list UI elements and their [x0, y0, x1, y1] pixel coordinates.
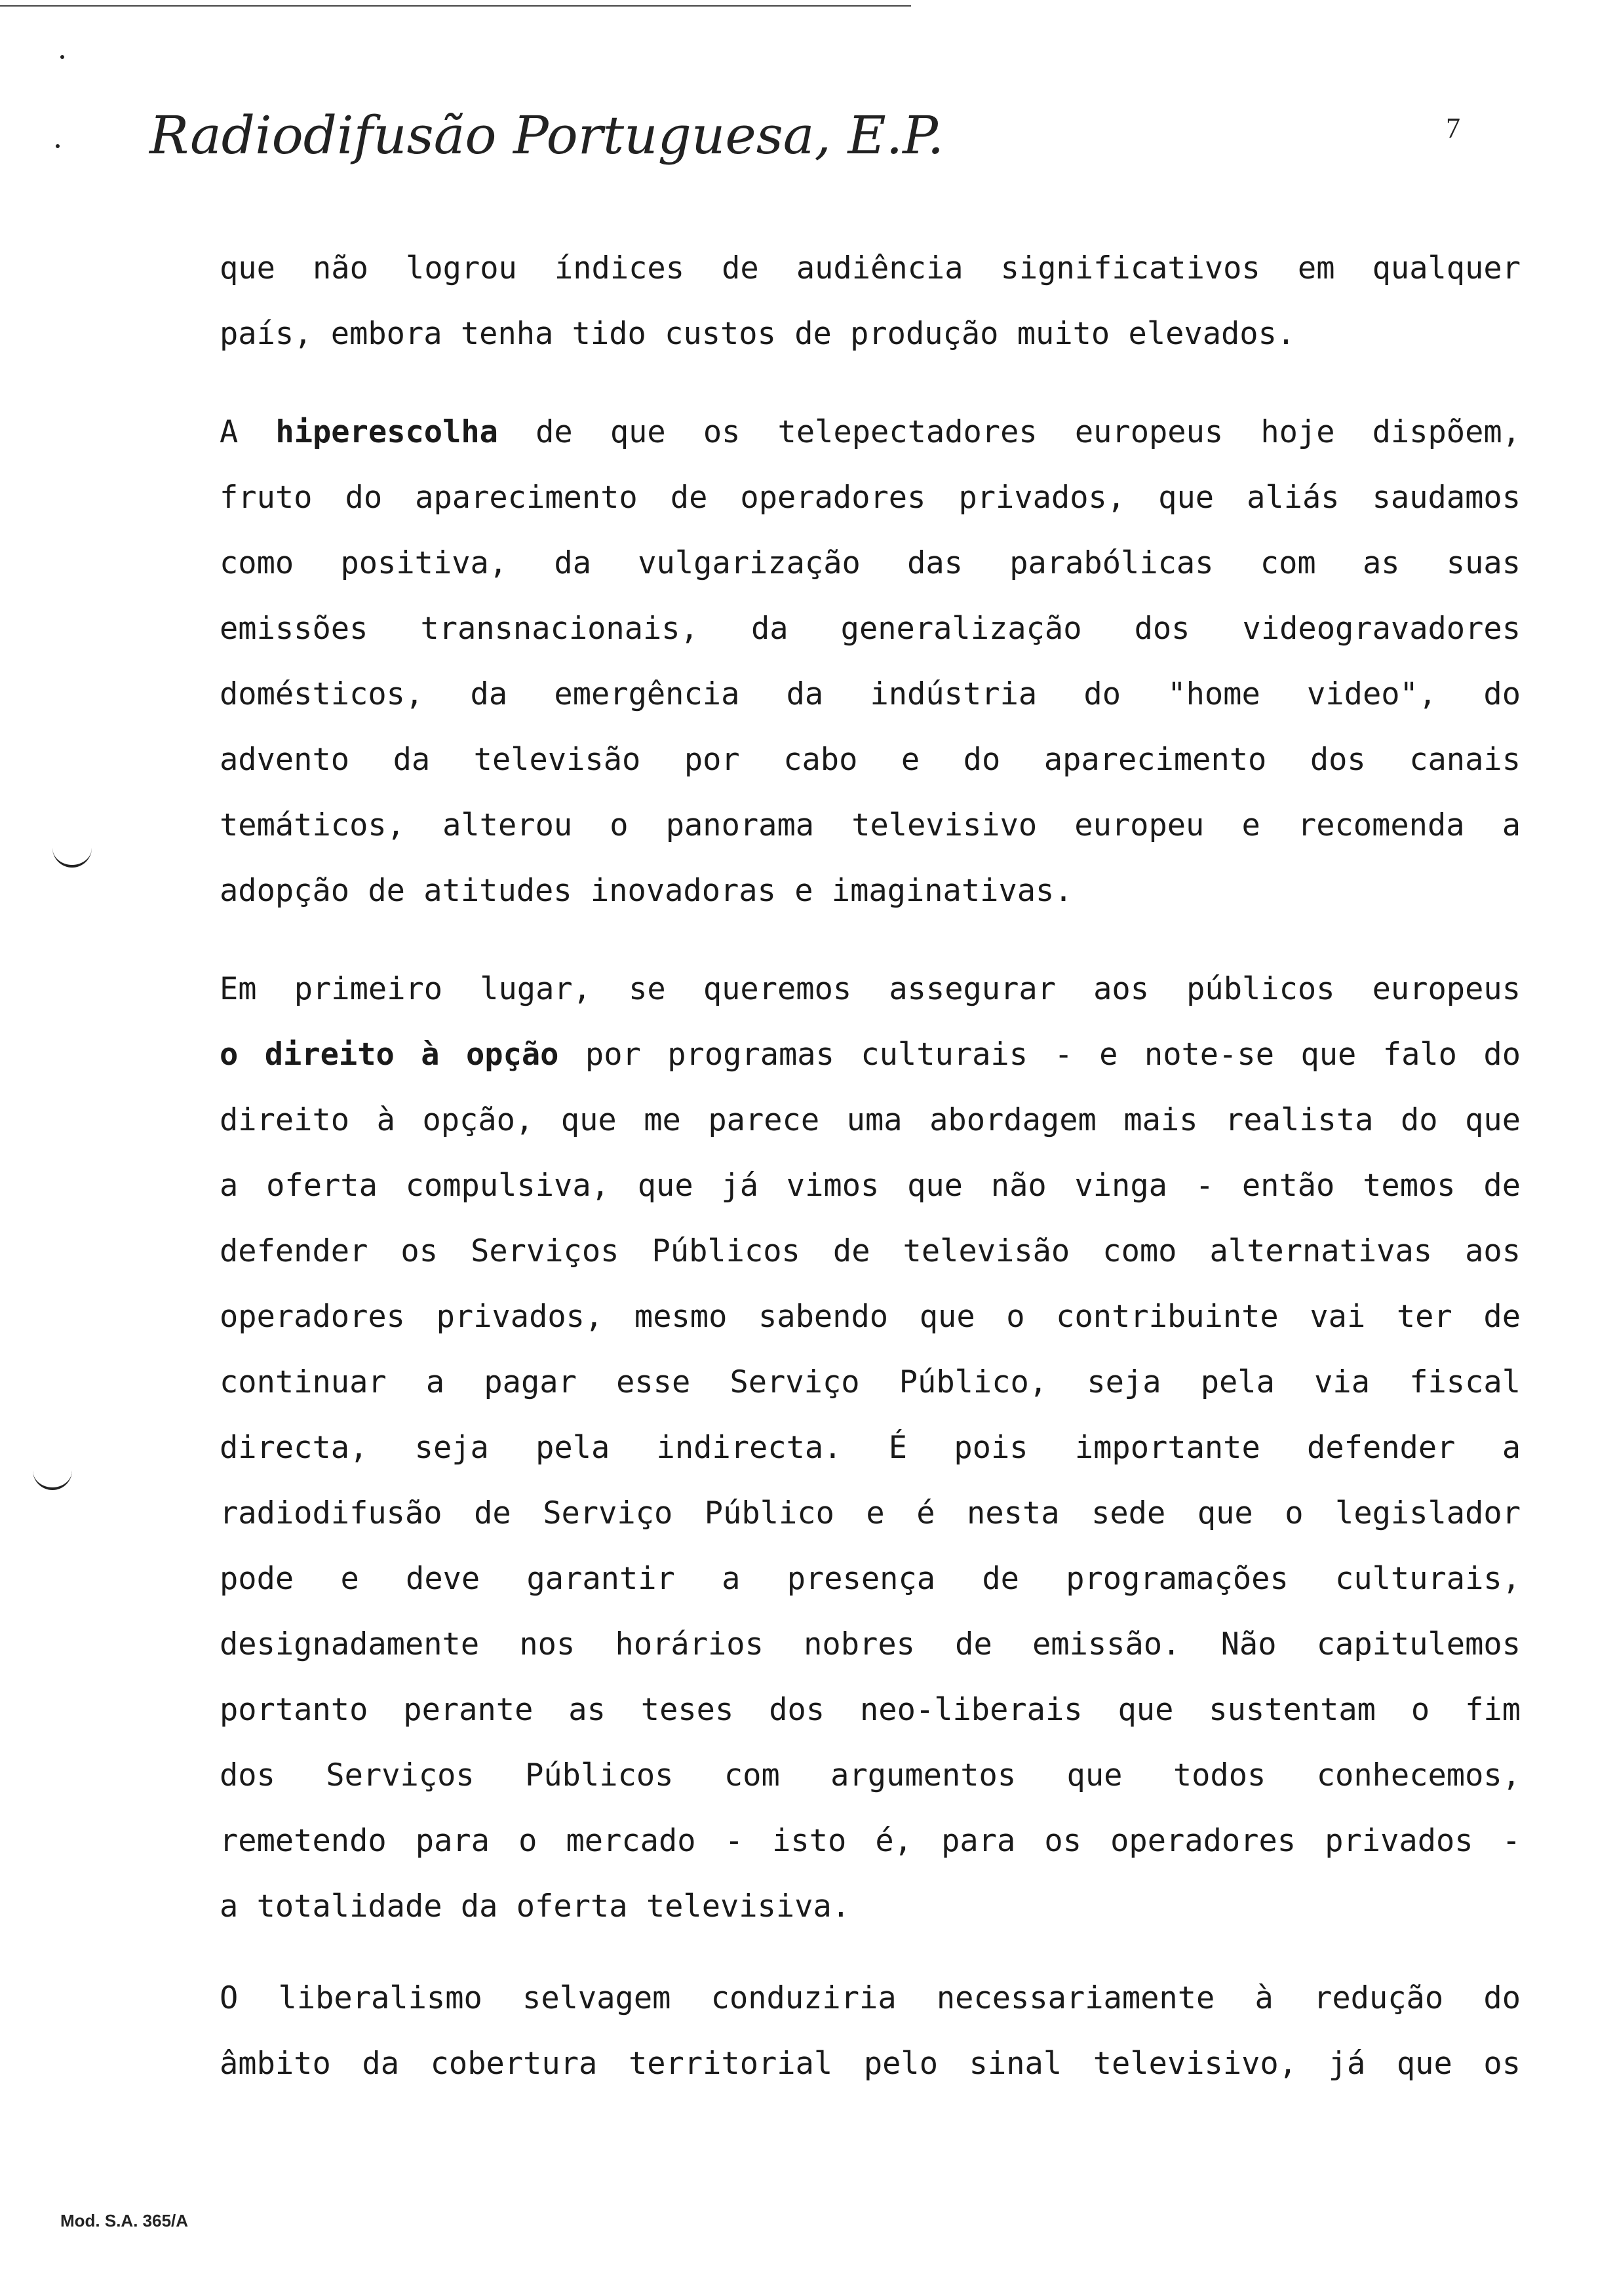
text-line: que não logrou índices de audiência significativos em qualquer — [220, 250, 1521, 286]
text-line: adopção de atitudes inovadoras e imaginativas. — [220, 873, 1073, 909]
paragraph — [220, 400, 1521, 924]
text-line: emissões transnacionais, da generalização dos videogravadores — [220, 611, 1521, 647]
text-line: pode e deve garantir a presença de programações culturais, — [220, 1561, 1521, 1597]
text-line: a oferta compulsiva, que já vimos que não vinga - então temos de — [220, 1168, 1521, 1204]
text-line: o direito à opção por programas culturais - e note-se que falo do — [220, 1037, 1521, 1073]
paragraph — [220, 957, 1521, 1940]
paragraph — [220, 236, 1521, 367]
text-line: temáticos, alterou o panorama televisivo europeu e recomenda a — [220, 807, 1521, 843]
text-line: direito à opção, que me parece uma abordagem mais realista do que — [220, 1102, 1521, 1138]
margin-dot-1 — [60, 55, 64, 59]
emphasis: o direito à opção — [220, 1037, 559, 1073]
text-line: país, embora tenha tido custos de produção muito elevados. — [220, 316, 1296, 352]
text-line: domésticos, da emergência da indústria do "home video", do — [220, 676, 1521, 712]
text-line: defender os Serviços Públicos de televisão como alternativas aos — [220, 1233, 1521, 1269]
text-line: como positiva, da vulgarização das parabólicas com as suas — [220, 545, 1521, 581]
text-line: dos Serviços Públicos com argumentos que todos conhecemos, — [220, 1757, 1521, 1793]
text-line: remetendo para o mercado - isto é, para os operadores privados - — [220, 1823, 1521, 1859]
text-line: radiodifusão de Serviço Público e é nesta sede que o legislador — [220, 1495, 1521, 1531]
text-line: directa, seja pela indirecta. É pois importante defender a — [220, 1430, 1521, 1466]
text-line: advento da televisão por cabo e do aparecimento dos canais — [220, 742, 1521, 778]
text-line: portanto perante as teses dos neo-liberais que sustentam o fim — [220, 1692, 1521, 1728]
paragraph — [220, 1966, 1521, 2097]
text-line: continuar a pagar esse Serviço Público, seja pela via fiscal — [220, 1364, 1521, 1400]
form-code: Mod. S.A. 365/A — [60, 2211, 189, 2230]
text-line: designadamente nos horários nobres de emissão. Não capitulemos — [220, 1626, 1521, 1662]
text-line: A hiperescolha de que os telepectadores europeus hoje dispõem, — [220, 414, 1521, 450]
margin-dot-2 — [56, 144, 60, 148]
margin-annotation-mark — [52, 845, 92, 868]
text-line: a totalidade da oferta televisiva. — [220, 1888, 851, 1924]
margin-annotation-mark — [33, 1468, 72, 1490]
top-rule — [0, 5, 911, 7]
text-line: operadores privados, mesmo sabendo que o contribuinte vai ter de — [220, 1299, 1521, 1335]
text-line: fruto do aparecimento de operadores privados, que aliás saudamos — [220, 480, 1521, 516]
letterhead: Radiodifusão Portuguesa, E.P. — [149, 105, 944, 166]
text-line: âmbito da cobertura territorial pelo sinal televisivo, já que os — [220, 2046, 1521, 2082]
text-line: Em primeiro lugar, se queremos assegurar aos públicos europeus — [220, 971, 1521, 1007]
emphasis: hiperescolha — [275, 414, 498, 450]
page-number: 7 — [1446, 112, 1460, 144]
text-line: O liberalismo selvagem conduziria necessariamente à redução do — [220, 1980, 1521, 2016]
